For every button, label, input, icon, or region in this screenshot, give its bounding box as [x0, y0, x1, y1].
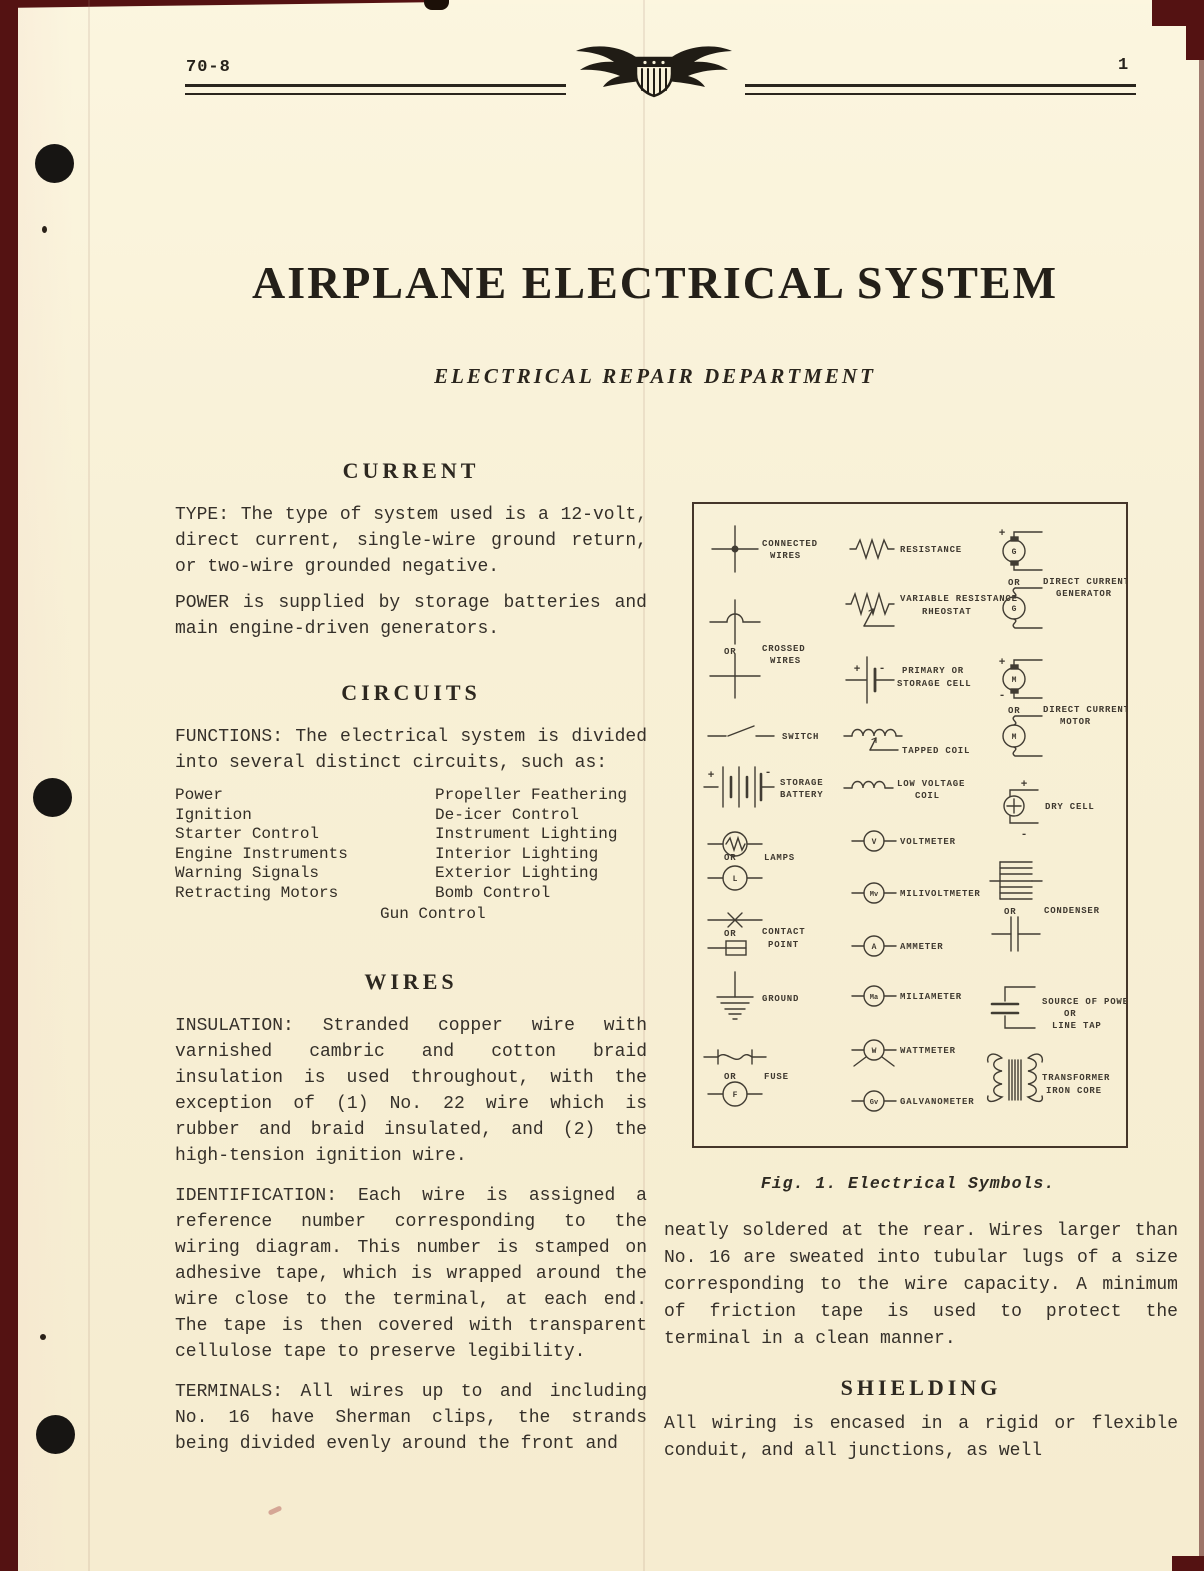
svg-text:OR: OR: [724, 929, 737, 939]
ink-speck-2: [40, 1334, 46, 1340]
red-smudge: [268, 1505, 283, 1515]
svg-text:Gv: Gv: [869, 1099, 879, 1107]
list-item: De-icer Control: [435, 805, 580, 824]
svg-text:LOW VOLTAGE: LOW VOLTAGE: [897, 779, 966, 789]
svg-text:GROUND: GROUND: [762, 994, 800, 1004]
left-column: [175, 458, 647, 1467]
svg-text:OR: OR: [1008, 578, 1021, 588]
dc-motor-symbol: [999, 657, 1126, 756]
header-rule-right: [745, 84, 1136, 95]
svg-text:STORAGE CELL: STORAGE CELL: [897, 679, 972, 689]
binder-hole-middle: [33, 778, 72, 817]
figure-caption: Fig. 1. Electrical Symbols.: [760, 1174, 1056, 1193]
list-item: Interior Lighting: [435, 844, 599, 863]
svg-text:GENERATOR: GENERATOR: [1056, 589, 1112, 599]
svg-text:TAPPED COIL: TAPPED COIL: [902, 746, 971, 756]
svg-text:COIL: COIL: [915, 791, 940, 801]
svg-text:DIRECT CURRENT: DIRECT CURRENT: [1043, 577, 1126, 587]
voltmeter-symbol: [852, 831, 956, 851]
condenser-symbol: [990, 862, 1100, 951]
svg-text:CONDENSER: CONDENSER: [1044, 906, 1100, 916]
section-heading-circuits: CIRCUITS: [341, 680, 481, 705]
dc-generator-symbol: [999, 528, 1126, 628]
list-item: Bomb Control: [435, 883, 551, 902]
primary-cell-symbol: [846, 657, 971, 703]
svg-text:OR: OR: [724, 1072, 737, 1082]
svg-text:MOTOR: MOTOR: [1060, 717, 1092, 727]
svg-text:MILIVOLTMETER: MILIVOLTMETER: [900, 889, 981, 899]
svg-text:+: +: [998, 528, 1006, 540]
svg-text:CONTACT: CONTACT: [762, 927, 806, 937]
list-item: Instrument Lighting: [435, 825, 618, 843]
list-item: Starter Control: [175, 825, 320, 843]
svg-text:W: W: [871, 1047, 877, 1056]
ink-speck-1: [42, 226, 47, 233]
svg-text:BATTERY: BATTERY: [780, 790, 824, 800]
svg-text:POINT: POINT: [768, 940, 800, 950]
svg-text:-: -: [764, 767, 772, 779]
svg-text:WIRES: WIRES: [770, 551, 802, 561]
lamps-symbol: [708, 832, 795, 890]
svg-text:A: A: [871, 943, 877, 952]
eagle-wings-icon: [576, 46, 732, 96]
circuits-list-right: [435, 786, 647, 903]
connected-wires-symbol: [712, 526, 818, 572]
paragraph-functions: FUNCTIONS: The electrical system is divided into several distinct circuits, such as:: [175, 727, 647, 773]
paragraph-soldered: neatly soldered at the rear. Wires larger than No. 16 are sweated into tubular lugs of a size corresponding to the wire capacity. A minimum of friction tape is used to protect the terminal in a clean manner.: [664, 1221, 1178, 1349]
svg-text:LINE TAP: LINE TAP: [1052, 1021, 1102, 1031]
svg-text:OR: OR: [724, 853, 737, 863]
header-rule-left: [185, 84, 566, 95]
list-item: Retracting Motors: [175, 883, 339, 902]
svg-text:DIRECT CURRENT: DIRECT CURRENT: [1043, 705, 1126, 715]
svg-text:MILIAMETER: MILIAMETER: [900, 992, 963, 1002]
svg-text:-: -: [998, 690, 1006, 702]
svg-text:-: -: [1020, 829, 1028, 841]
svg-text:GALVANOMETER: GALVANOMETER: [900, 1097, 975, 1107]
section-heading-wires: WIRES: [364, 969, 458, 994]
low-voltage-coil-symbol: [844, 779, 965, 801]
paragraph-terminals: TERMINALS: All wires up to and including No. 16 have Sherman clips, the strands being divided evenly around the front and: [175, 1382, 647, 1454]
svg-text:+: +: [1020, 779, 1028, 791]
contact-point-symbol: [708, 913, 805, 955]
paragraph-type: TYPE: The type of system used is a 12-volt, direct current, single-wire ground return, or two-wire grounded negative.: [175, 505, 647, 577]
section-heading-current: CURRENT: [342, 458, 480, 483]
svg-text:STORAGE: STORAGE: [780, 778, 824, 788]
paragraph-shielding: All wiring is encased in a rigid or flexible conduit, and all junctions, as well: [664, 1414, 1178, 1461]
wings-emblem: [566, 38, 742, 102]
svg-text:RHEOSTAT: RHEOSTAT: [922, 607, 972, 617]
svg-text:OR: OR: [1004, 907, 1017, 917]
svg-text:Mv: Mv: [869, 891, 879, 899]
list-item: Warning Signals: [175, 864, 320, 882]
page-title: AIRPLANE ELECTRICAL SYSTEM: [251, 257, 1059, 308]
scan-artifact-top-left-bar: [0, 0, 448, 8]
svg-text:M: M: [1011, 676, 1017, 685]
svg-text:IRON CORE: IRON CORE: [1046, 1086, 1102, 1096]
list-item: Ignition: [175, 805, 252, 824]
source-of-power-symbol: [992, 987, 1126, 1031]
tapped-coil-symbol: [844, 729, 970, 756]
svg-text:SOURCE OF POWER: SOURCE OF POWER: [1042, 997, 1126, 1007]
scan-artifact-top-right-block: [1152, 0, 1204, 26]
svg-text:OR: OR: [724, 647, 737, 657]
paper-crease-left: [88, 0, 90, 1571]
list-item: Power: [175, 786, 224, 804]
paragraph-identification: IDENTIFICATION: Each wire is assigned a reference number corresponding to the wiring diagram. This number is stamped on adhesive tape, which is wrapped around the wire close to the terminal, at each end. The tape is then covered with transparent cellulose tape to preserve legibility.: [175, 1186, 647, 1362]
ammeter-symbol: [852, 936, 943, 956]
wattmeter-symbol: [852, 1040, 956, 1066]
switch-symbol: [708, 726, 819, 742]
circuits-list-left: [175, 786, 435, 903]
transformer-iron-core-symbol: [988, 1054, 1111, 1101]
section-heading-shielding: SHIELDING: [840, 1375, 1002, 1400]
svg-text:TRANSFORMER: TRANSFORMER: [1042, 1073, 1111, 1083]
svg-text:CONNECTED: CONNECTED: [762, 539, 818, 549]
galvanometer-symbol: [852, 1091, 974, 1111]
svg-text:DRY CELL: DRY CELL: [1045, 802, 1095, 812]
paragraph-insulation: INSULATION: Stranded copper wire with varnished cambric and cotton braid insulation is used throughout, with the exception of (1) No. 22 wire which is rubber and braid insulated, and (2) the high-tension ignition wire.: [175, 1016, 647, 1166]
svg-text:WATTMETER: WATTMETER: [900, 1046, 956, 1056]
page-number: 1: [1118, 56, 1130, 75]
page-subtitle: ELECTRICAL REPAIR DEPARTMENT: [434, 364, 876, 388]
svg-text:WIRES: WIRES: [770, 656, 802, 666]
miliameter-symbol: [852, 986, 962, 1006]
svg-text:+: +: [998, 657, 1006, 669]
svg-text:M: M: [1011, 733, 1017, 742]
svg-text:L: L: [732, 875, 738, 884]
dry-cell-symbol: [1004, 779, 1095, 841]
svg-text:RESISTANCE: RESISTANCE: [900, 545, 963, 555]
scan-artifact-bottom-right: [1172, 1556, 1204, 1571]
svg-text:+: +: [707, 770, 715, 782]
svg-text:VARIABLE RESISTANCE: VARIABLE RESISTANCE: [900, 594, 1018, 604]
svg-text:F: F: [732, 1091, 738, 1100]
scan-artifact-top-blob: [424, 0, 449, 10]
list-item: Propeller Feathering: [435, 786, 628, 804]
variable-resistance-symbol: [846, 594, 1018, 626]
storage-battery-symbol: [704, 767, 823, 807]
svg-text:AMMETER: AMMETER: [900, 942, 944, 952]
svg-text:V: V: [871, 838, 877, 847]
svg-text:FUSE: FUSE: [764, 1072, 789, 1082]
svg-text:OR: OR: [1008, 706, 1021, 716]
svg-text:G: G: [1011, 605, 1017, 614]
list-item: Exterior Lighting: [435, 864, 599, 882]
scan-artifact-right-strip: [1199, 0, 1204, 1571]
binder-hole-top: [35, 144, 74, 183]
resistance-symbol: [850, 540, 962, 558]
crossed-wires-symbol: [710, 600, 805, 698]
svg-text:G: G: [1011, 548, 1017, 557]
svg-text:-: -: [878, 663, 886, 675]
circuits-list: [175, 786, 647, 903]
fuse-symbol: [704, 1050, 789, 1106]
ground-symbol: [717, 972, 799, 1019]
scan-artifact-left-strip: [0, 0, 18, 1571]
milivoltmeter-symbol: [852, 883, 981, 903]
binder-hole-bottom: [36, 1415, 75, 1454]
svg-text:SWITCH: SWITCH: [782, 732, 820, 742]
svg-text:CROSSED: CROSSED: [762, 644, 806, 654]
right-column: [664, 1218, 1178, 1475]
svg-text:OR: OR: [1064, 1009, 1077, 1019]
svg-text:PRIMARY OR: PRIMARY OR: [902, 666, 965, 676]
svg-text:+: +: [853, 664, 861, 676]
svg-text:Ma: Ma: [869, 994, 879, 1002]
figure-electrical-symbols: [692, 502, 1128, 1148]
document-number: 70-8: [186, 58, 231, 77]
list-item-gun-control: Gun Control: [380, 905, 486, 923]
list-item: Engine Instruments: [175, 844, 348, 863]
paragraph-power: POWER is supplied by storage batteries and main engine-driven generators.: [175, 593, 647, 639]
svg-text:LAMPS: LAMPS: [764, 853, 796, 863]
svg-text:VOLTMETER: VOLTMETER: [900, 837, 956, 847]
